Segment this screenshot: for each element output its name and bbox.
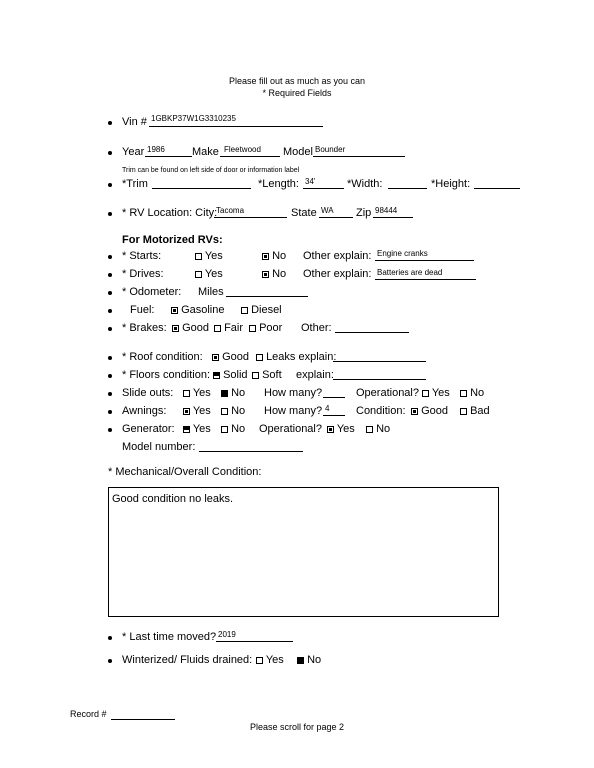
awnings-label: Awnings: bbox=[122, 405, 167, 417]
model-field[interactable] bbox=[313, 156, 405, 157]
odometer-label: * Odometer: bbox=[122, 286, 182, 298]
model-value: Bounder bbox=[315, 145, 346, 154]
gasoline-checkbox[interactable] bbox=[171, 307, 178, 314]
bullet bbox=[108, 183, 112, 187]
starts-yes-label: Yes bbox=[204, 250, 223, 262]
bullet bbox=[108, 309, 112, 313]
awnings-how-many-label: How many? bbox=[264, 405, 323, 417]
trim-note: Trim can be found on left side of door or information label bbox=[122, 167, 300, 174]
floors-label: * Floors condition: bbox=[122, 369, 211, 381]
record-label: Record # bbox=[70, 709, 107, 719]
last-moved-field[interactable] bbox=[216, 641, 293, 642]
awnings-bad-option[interactable] bbox=[460, 405, 490, 418]
brakes-poor-checkbox[interactable] bbox=[249, 325, 256, 332]
city-value: Tacoma bbox=[216, 206, 245, 215]
floors-soft-label: Soft bbox=[262, 369, 282, 381]
winterized-no-option[interactable] bbox=[297, 654, 321, 667]
winterized-label: Winterized/ Fluids drained: bbox=[122, 654, 253, 666]
drives-yes-label: Yes bbox=[204, 268, 223, 280]
generator-no-option[interactable] bbox=[221, 423, 245, 436]
vin-value: 1GBKP37W1G3310235 bbox=[151, 114, 236, 123]
length-field[interactable] bbox=[303, 188, 344, 189]
starts-yes-checkbox[interactable] bbox=[195, 253, 202, 260]
starts-explain-field[interactable] bbox=[375, 260, 474, 261]
roof-good-checkbox[interactable] bbox=[212, 354, 219, 361]
bullet bbox=[108, 374, 112, 378]
brakes-other-field[interactable] bbox=[335, 332, 409, 333]
year-label: Year bbox=[122, 146, 145, 158]
make-label: Make bbox=[192, 146, 219, 158]
brakes-good-checkbox[interactable] bbox=[172, 325, 179, 332]
generator-op-no-option[interactable] bbox=[366, 423, 390, 436]
bullet bbox=[108, 273, 112, 277]
length-value: 34' bbox=[305, 177, 316, 186]
floors-solid-option[interactable] bbox=[213, 369, 248, 382]
drives-other-label: Other explain: bbox=[303, 268, 372, 280]
awnings-no-option[interactable] bbox=[221, 405, 245, 418]
mechanical-textarea[interactable] bbox=[108, 487, 499, 617]
starts-no-checkbox[interactable] bbox=[262, 253, 269, 260]
bullet bbox=[108, 255, 112, 259]
generator-operational-label: Operational? bbox=[259, 423, 322, 435]
year-value: 1986 bbox=[147, 145, 165, 154]
bullet bbox=[108, 212, 112, 216]
slide-op-no-checkbox[interactable] bbox=[460, 390, 467, 397]
height-field[interactable] bbox=[474, 188, 520, 189]
trim-field[interactable] bbox=[152, 188, 251, 189]
bullet bbox=[108, 392, 112, 396]
drives-explain-value: Batteries are dead bbox=[377, 268, 443, 277]
slide-operational-label: Operational? bbox=[356, 387, 419, 399]
last-moved-value: 2019 bbox=[218, 630, 236, 639]
bullet bbox=[108, 410, 112, 414]
mechanical-label: * Mechanical/Overall Condition: bbox=[108, 466, 262, 478]
awnings-no-label: No bbox=[231, 405, 246, 417]
floors-soft-checkbox[interactable] bbox=[252, 372, 259, 379]
bullet bbox=[108, 121, 112, 125]
motorized-heading: For Motorized RVs: bbox=[122, 234, 223, 246]
drives-explain-field[interactable] bbox=[375, 279, 476, 280]
slide-yes-label: Yes bbox=[192, 387, 211, 399]
make-field[interactable] bbox=[220, 156, 280, 157]
slide-how-many-label: How many? bbox=[264, 387, 323, 399]
miles-label: Miles bbox=[198, 286, 224, 298]
diesel-label: Diesel bbox=[251, 304, 282, 316]
vin-field[interactable] bbox=[149, 126, 323, 127]
bullet bbox=[108, 151, 112, 155]
bullet bbox=[108, 636, 112, 640]
vin-label: Vin # bbox=[122, 116, 147, 128]
last-moved-label: * Last time moved? bbox=[122, 631, 217, 643]
state-value: WA bbox=[321, 206, 334, 215]
generator-op-yes-label: Yes bbox=[336, 423, 355, 435]
brakes-good-label: Good bbox=[182, 322, 209, 334]
generator-op-no-label: No bbox=[376, 423, 391, 435]
required-fields-note: * Required Fields bbox=[262, 88, 332, 98]
awnings-good-option[interactable] bbox=[411, 405, 448, 418]
mechanical-text: Good condition no leaks. bbox=[112, 493, 234, 505]
drives-label: * Drives: bbox=[122, 268, 164, 280]
year-field[interactable] bbox=[145, 156, 192, 157]
slide-no-option[interactable] bbox=[221, 387, 245, 400]
starts-other-label: Other explain: bbox=[303, 250, 372, 262]
brakes-poor-label: Poor bbox=[259, 322, 283, 334]
drives-no-option[interactable] bbox=[262, 268, 286, 281]
gasoline-label: Gasoline bbox=[181, 304, 225, 316]
starts-yes-option[interactable] bbox=[195, 250, 223, 263]
generator-yes-label: Yes bbox=[192, 423, 211, 435]
generator-yes-checkbox[interactable] bbox=[183, 426, 190, 433]
slide-op-yes-checkbox[interactable] bbox=[422, 390, 429, 397]
awnings-bad-checkbox[interactable] bbox=[460, 408, 467, 415]
awnings-count-value: 4 bbox=[325, 404, 330, 413]
slide-outs-label: Slide outs: bbox=[122, 387, 174, 399]
generator-no-label: No bbox=[231, 423, 246, 435]
brakes-fair-option[interactable] bbox=[214, 322, 243, 335]
awnings-good-label: Good bbox=[421, 405, 448, 417]
bullet bbox=[108, 659, 112, 663]
starts-no-label: No bbox=[272, 250, 287, 262]
generator-op-yes-checkbox[interactable] bbox=[327, 426, 334, 433]
brakes-good-option[interactable] bbox=[172, 322, 209, 335]
generator-op-no-checkbox[interactable] bbox=[366, 426, 373, 433]
awnings-no-checkbox[interactable] bbox=[221, 408, 228, 415]
roof-explain-field[interactable] bbox=[333, 361, 426, 362]
slide-op-yes-label: Yes bbox=[431, 387, 450, 399]
model-label: Model bbox=[283, 146, 313, 158]
floors-solid-label: Solid bbox=[223, 369, 248, 381]
slide-yes-option[interactable] bbox=[183, 387, 211, 400]
generator-no-checkbox[interactable] bbox=[221, 426, 228, 433]
awnings-good-checkbox[interactable] bbox=[411, 408, 418, 415]
slide-how-many-field[interactable] bbox=[323, 397, 345, 398]
awnings-bad-label: Bad bbox=[470, 405, 490, 417]
starts-label: * Starts: bbox=[122, 250, 162, 262]
roof-leaks-label: Leaks explain: bbox=[266, 351, 337, 363]
bullet bbox=[108, 291, 112, 295]
width-field[interactable] bbox=[388, 188, 427, 189]
awnings-yes-option[interactable] bbox=[183, 405, 211, 418]
bullet bbox=[108, 327, 112, 331]
slide-op-no-label: No bbox=[470, 387, 485, 399]
bullet bbox=[108, 428, 112, 432]
brakes-poor-option[interactable] bbox=[249, 322, 282, 335]
record-field[interactable] bbox=[111, 719, 175, 720]
generator-yes-option[interactable] bbox=[183, 423, 211, 436]
brakes-fair-label: Fair bbox=[224, 322, 244, 334]
brakes-other-label: Other: bbox=[301, 322, 332, 334]
state-label: State bbox=[291, 207, 317, 219]
brakes-fair-checkbox[interactable] bbox=[214, 325, 221, 332]
awnings-yes-checkbox[interactable] bbox=[183, 408, 190, 415]
winterized-no-checkbox[interactable] bbox=[297, 657, 304, 664]
slide-op-no-option[interactable] bbox=[460, 387, 484, 400]
floors-solid-checkbox[interactable] bbox=[213, 372, 220, 379]
odometer-field[interactable] bbox=[226, 296, 308, 297]
generator-op-yes-option[interactable] bbox=[327, 423, 355, 436]
fuel-diesel-option[interactable] bbox=[241, 304, 282, 317]
roof-leaks-option[interactable] bbox=[256, 351, 336, 364]
awnings-how-many-field[interactable] bbox=[323, 415, 345, 416]
roof-good-label: Good bbox=[222, 351, 249, 363]
awnings-yes-label: Yes bbox=[192, 405, 211, 417]
instructions-heading: Please fill out as much as you can bbox=[228, 76, 366, 86]
location-label: * RV Location: City: bbox=[122, 207, 218, 219]
diesel-checkbox[interactable] bbox=[241, 307, 248, 314]
zip-value: 98444 bbox=[375, 206, 398, 215]
trim-label: *Trim bbox=[122, 178, 148, 190]
floors-explain-field[interactable] bbox=[333, 379, 426, 380]
roof-good-option[interactable] bbox=[212, 351, 249, 364]
floors-explain-label: explain: bbox=[296, 369, 334, 381]
width-label: *Width: bbox=[347, 178, 383, 190]
slide-op-yes-option[interactable] bbox=[422, 387, 450, 400]
fuel-label: Fuel: bbox=[130, 304, 155, 316]
state-field[interactable] bbox=[319, 217, 353, 218]
roof-leaks-checkbox[interactable] bbox=[256, 354, 263, 361]
winterized-yes-option[interactable] bbox=[256, 654, 284, 667]
length-label: *Length: bbox=[258, 178, 299, 190]
brakes-label: * Brakes: bbox=[122, 322, 167, 334]
roof-label: * Roof condition: bbox=[122, 351, 203, 363]
fuel-gasoline-option[interactable] bbox=[171, 304, 224, 317]
drives-no-label: No bbox=[272, 268, 287, 280]
make-value: Fleetwood bbox=[224, 145, 261, 154]
starts-no-option[interactable] bbox=[262, 250, 286, 263]
city-field[interactable] bbox=[214, 217, 287, 218]
model-number-label: Model number: bbox=[122, 441, 196, 453]
height-label: *Height: bbox=[431, 178, 471, 190]
winterized-no-label: No bbox=[307, 654, 322, 666]
zip-label: Zip bbox=[356, 207, 372, 219]
slide-no-label: No bbox=[231, 387, 246, 399]
drives-no-checkbox[interactable] bbox=[262, 271, 269, 278]
slide-no-checkbox[interactable] bbox=[221, 390, 228, 397]
model-number-field[interactable] bbox=[199, 451, 303, 452]
generator-label: Generator: bbox=[122, 423, 175, 435]
drives-yes-option[interactable] bbox=[195, 268, 223, 281]
floors-soft-option[interactable] bbox=[252, 369, 282, 382]
starts-explain-value: Engine cranks bbox=[377, 249, 428, 258]
awnings-condition-label: Condition: bbox=[356, 405, 406, 417]
zip-field[interactable] bbox=[373, 217, 413, 218]
scroll-note: Please scroll for page 2 bbox=[249, 722, 345, 732]
drives-yes-checkbox[interactable] bbox=[195, 271, 202, 278]
slide-yes-checkbox[interactable] bbox=[183, 390, 190, 397]
winterized-yes-label: Yes bbox=[265, 654, 284, 666]
winterized-yes-checkbox[interactable] bbox=[256, 657, 263, 664]
bullet bbox=[108, 356, 112, 360]
